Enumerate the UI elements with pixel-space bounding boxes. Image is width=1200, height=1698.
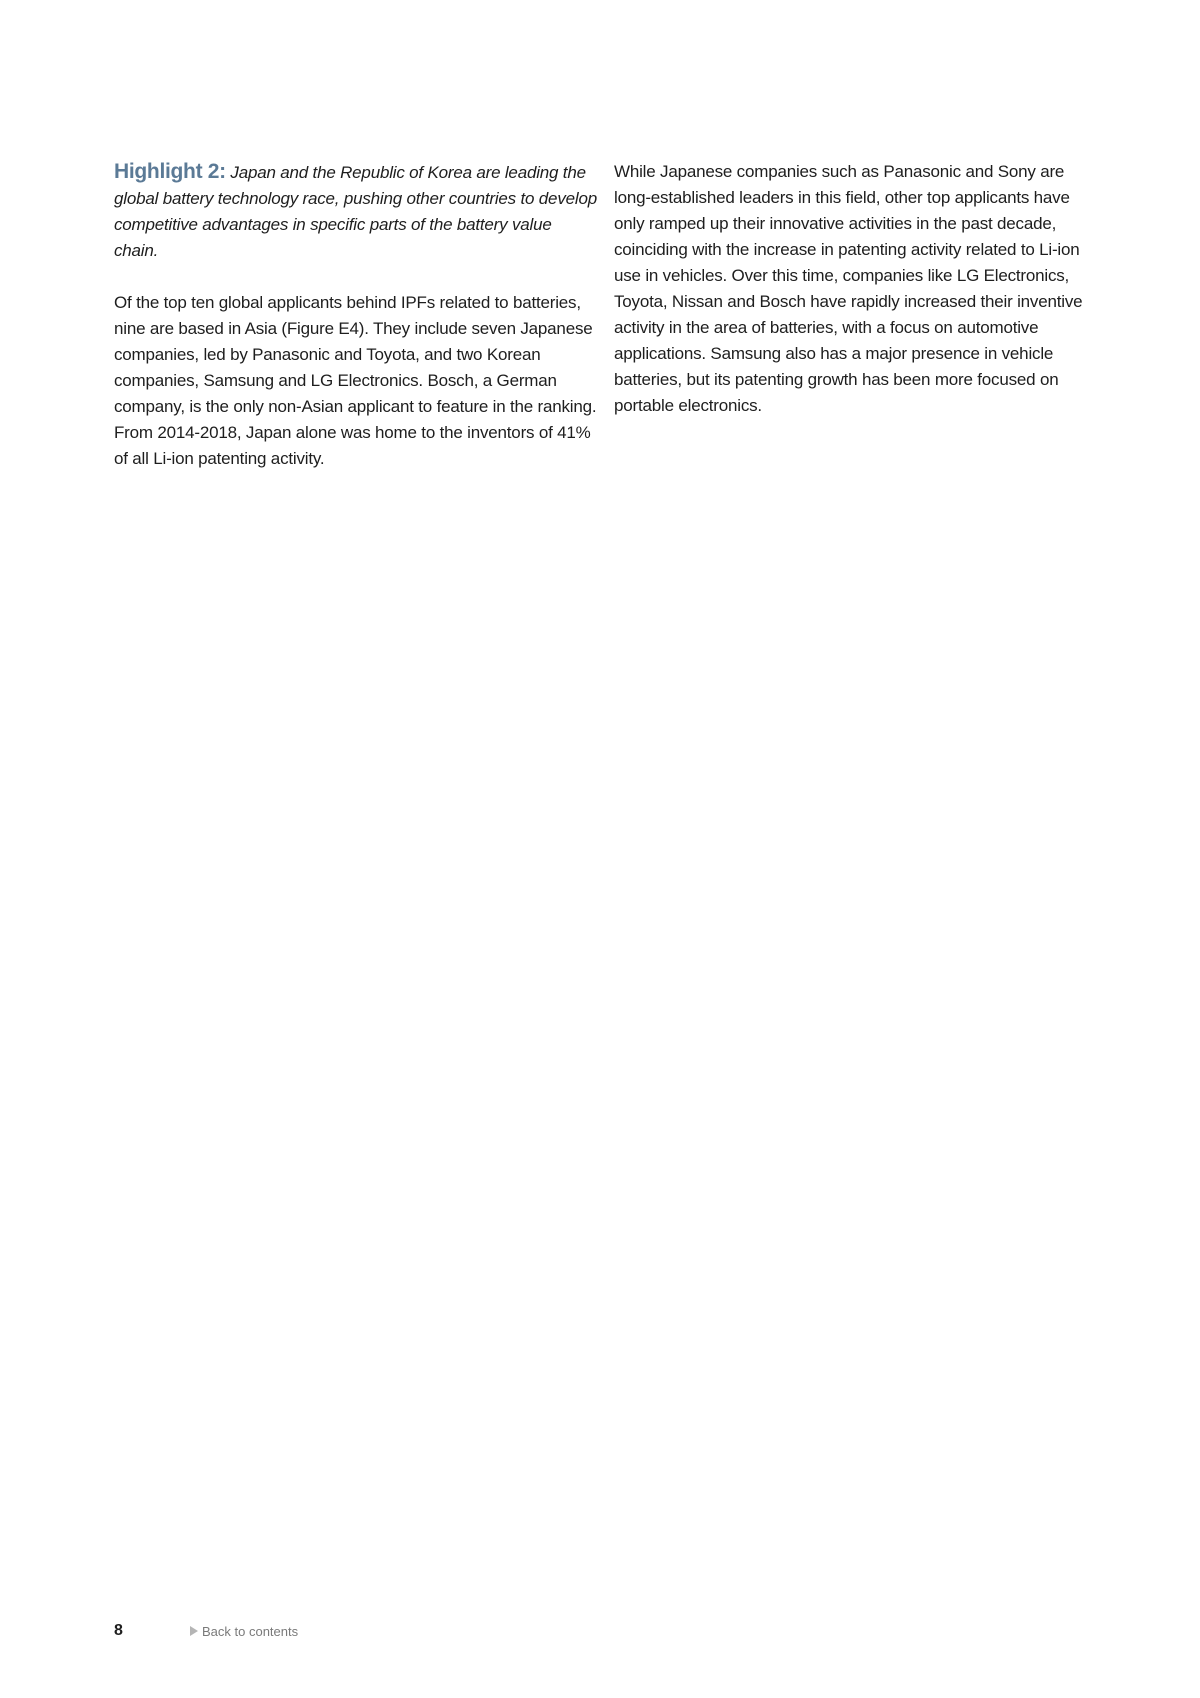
page-number: 8 (114, 1622, 123, 1639)
highlight-text: Japan and the Republic of Korea are leading the global battery technology race, pushing other countries to develop competitive advantages in specific parts of the battery value chain. (114, 163, 597, 260)
page-footer (114, 1620, 298, 1642)
body-paragraph-right: While Japanese companies such as Panasonic and Sony are long-established leaders in this field, other top applicants have only ramped up their innovative activities in the past decade, coinciding with the increase in patenting activity related to Li-ion use in vehicles. Over this time, companies like LG Electronics, Toyota, Nissan and Bosch have rapidly increased their inventive activity in the area of batteries, with a focus on automotive applications. Samsung also has a major presence in vehicle batteries, but its patenting growth has been more focused on portable electronics. (614, 162, 1083, 415)
triangle-right-icon (190, 1626, 198, 1636)
back-to-contents-label: Back to contents (202, 1623, 299, 1639)
body-paragraph-left: Of the top ten global applicants behind IPFs related to batteries, nine are based in Asia (Figure E4). They include seven Japanese companies, led by Panasonic and Toyota, and two Korean companies, Samsung and LG Electronics. Bosch, a German company, is the only non-Asian applicant to feature in the ranking. From 2014-2018, Japan alone was home to the inventors of 41% of all Li-ion patenting activity. (114, 293, 597, 468)
left-column (114, 159, 600, 472)
highlight-statement (114, 159, 600, 264)
right-column (614, 159, 1094, 419)
back-to-contents-link[interactable] (190, 1624, 298, 1639)
highlight-label: Highlight 2: (114, 160, 226, 183)
